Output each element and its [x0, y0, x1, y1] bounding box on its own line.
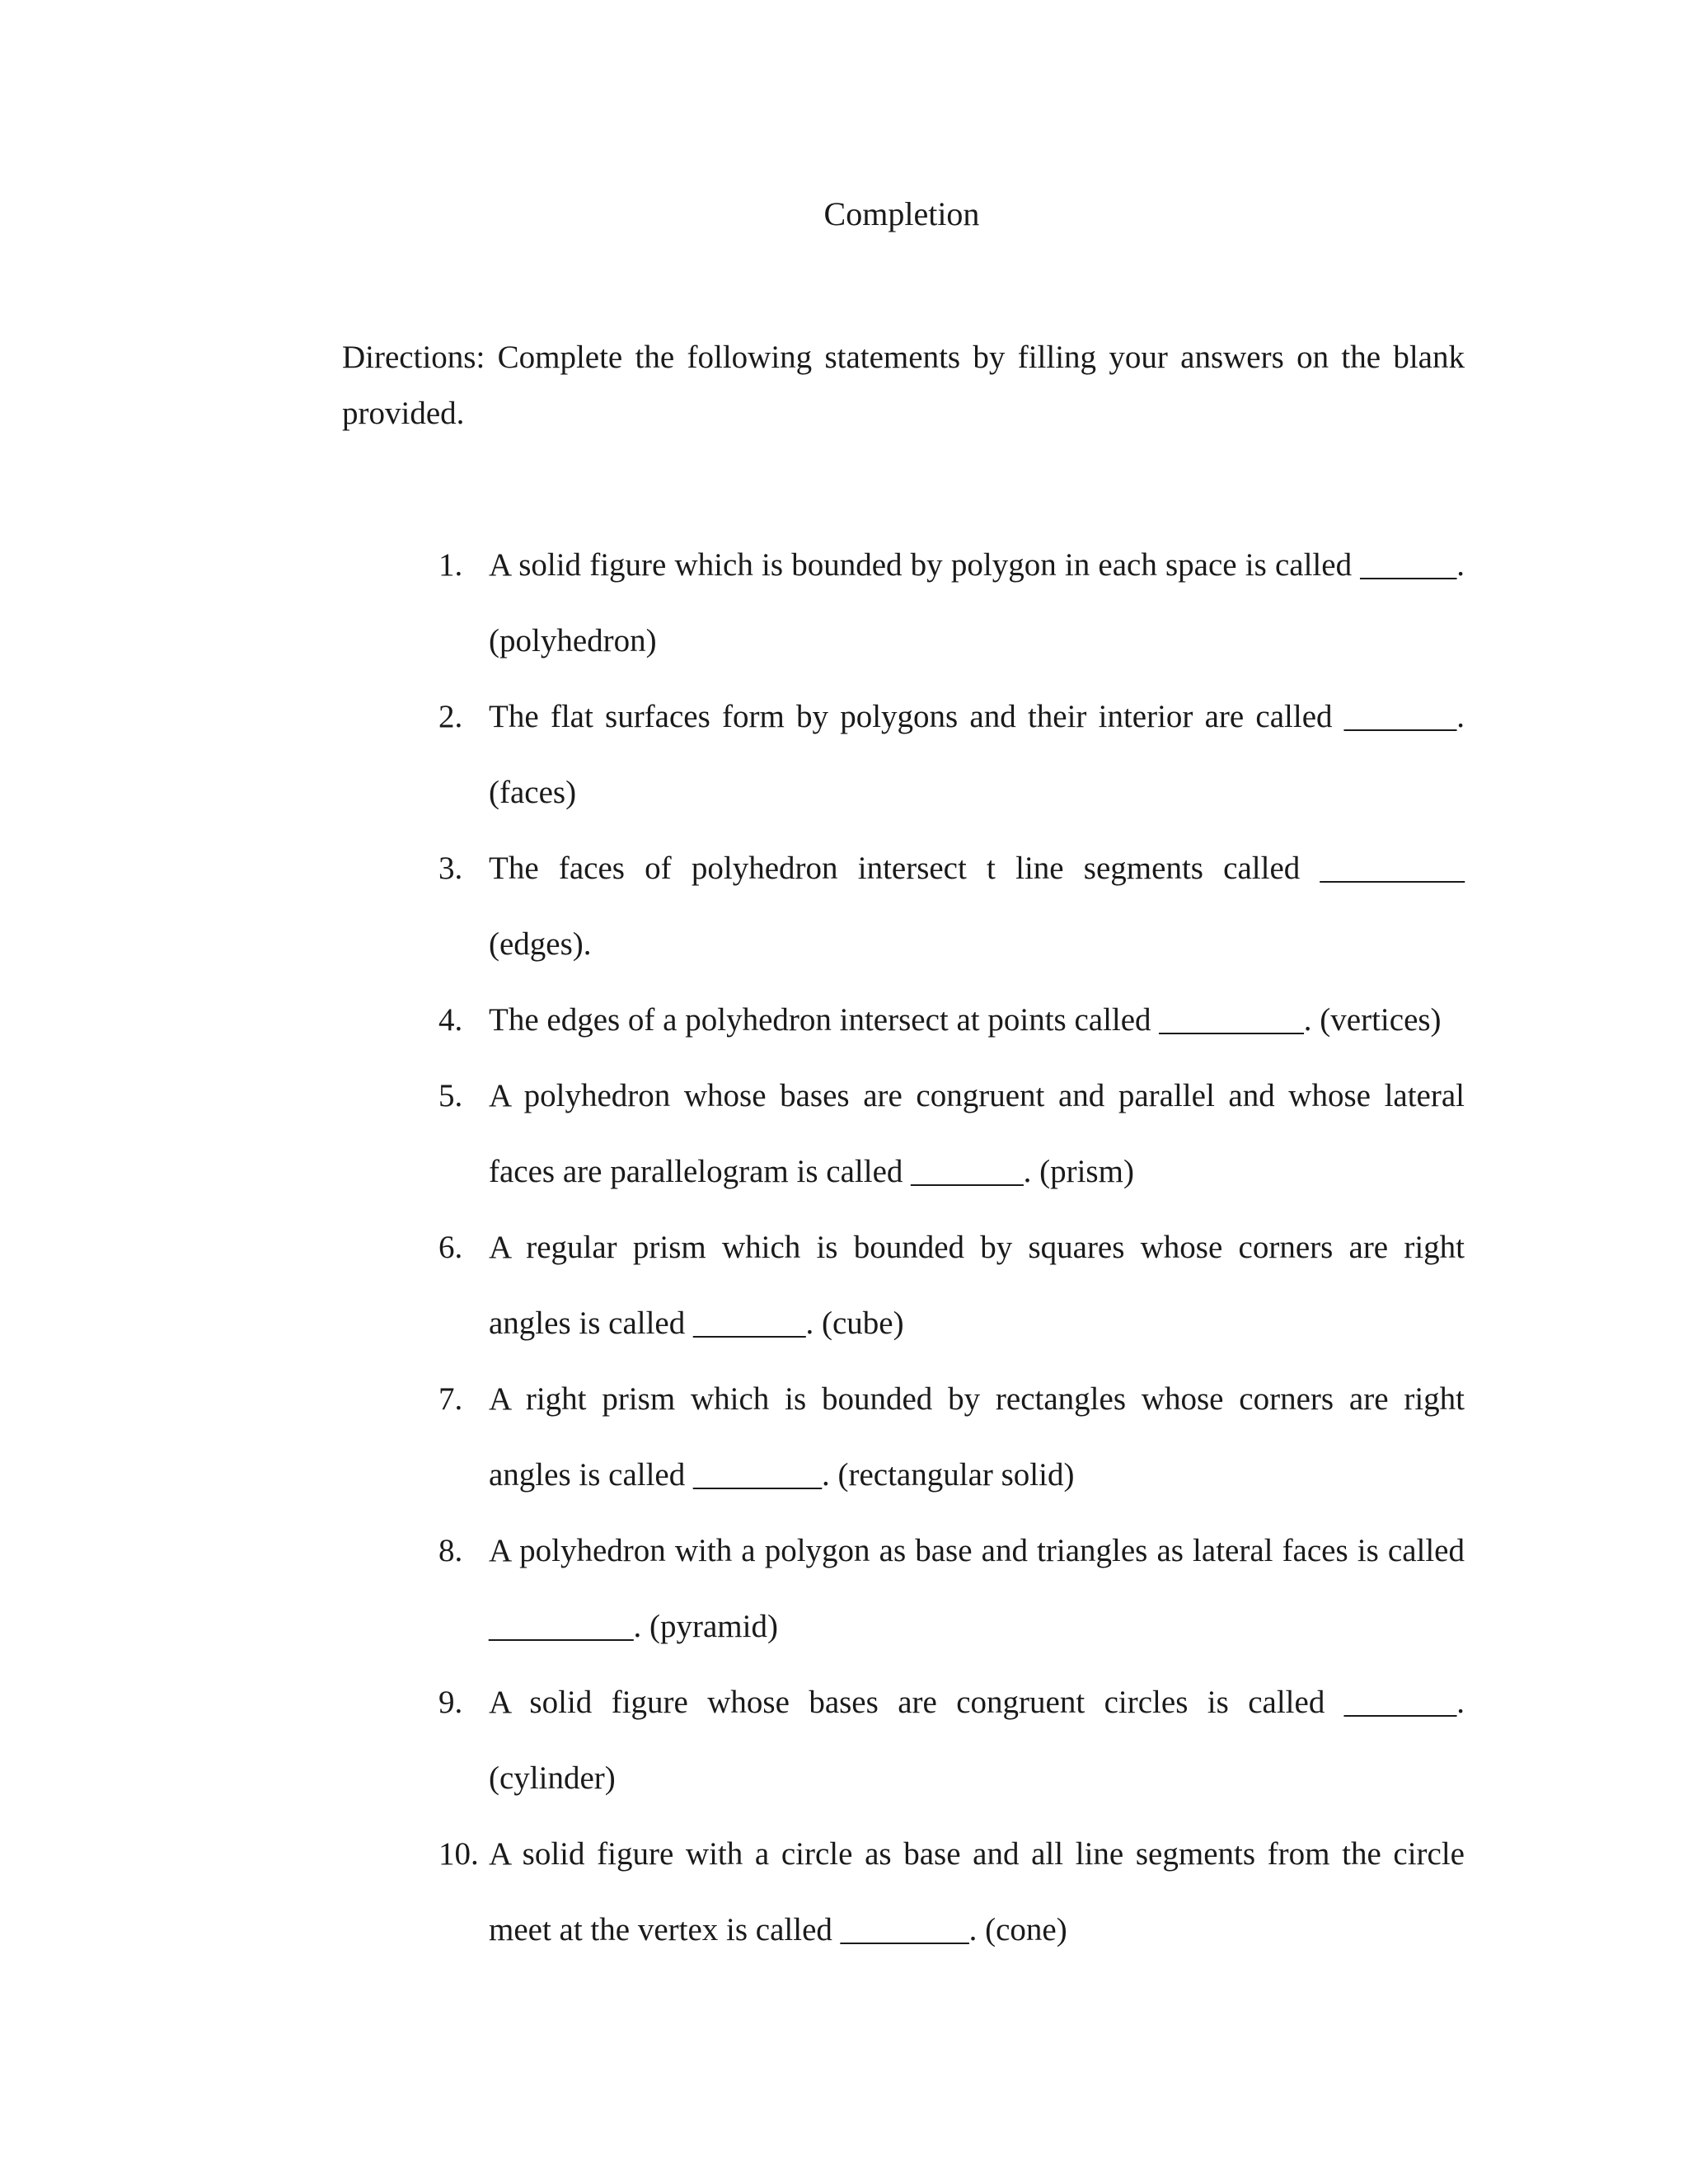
- question-number: 3.: [438, 851, 463, 886]
- question-item-6: [342, 1210, 1465, 1361]
- question-text: A polyhedron with a polygon as base and triangles as lateral faces is called _________. (pyramid): [489, 1533, 1465, 1644]
- question-text: The faces of polyhedron intersect t line segments called _________ (edges).: [489, 851, 1465, 962]
- question-number: 10.: [438, 1836, 479, 1872]
- question-text: A solid figure which is bounded by polygon in each space is called ______. (polyhedron): [489, 547, 1465, 658]
- question-text: A polyhedron whose bases are congruent and parallel and whose lateral faces are parallelogram is called _______. (prism): [489, 1078, 1465, 1189]
- question-item-3: [342, 831, 1465, 982]
- question-text: The flat surfaces form by polygons and their interior are called _______. (faces): [489, 699, 1465, 810]
- question-number: 6.: [438, 1230, 463, 1265]
- question-number: 5.: [438, 1078, 463, 1113]
- question-text: A solid figure with a circle as base and all line segments from the circle meet at the vertex is called ________. (cone): [489, 1836, 1465, 1947]
- question-item-9: [342, 1665, 1465, 1816]
- question-number: 2.: [438, 699, 463, 734]
- directions-text: Directions: Complete the following statements by filling your answers on the blank provided.: [342, 340, 1465, 431]
- question-text: The edges of a polyhedron intersect at points called _________. (vertices): [489, 1002, 1442, 1038]
- question-text: A regular prism which is bounded by squares whose corners are right angles is called _______. (cube): [489, 1230, 1465, 1341]
- question-item-7: [342, 1361, 1465, 1513]
- question-number: 8.: [438, 1533, 463, 1568]
- question-item-2: [342, 679, 1465, 831]
- page-title: Completion: [823, 195, 980, 232]
- question-number: 1.: [438, 547, 463, 583]
- question-item-1: [342, 527, 1465, 679]
- question-list: [342, 527, 1465, 1968]
- question-item-5: [342, 1058, 1465, 1210]
- question-item-10: [342, 1816, 1465, 1968]
- question-number: 9.: [438, 1685, 463, 1720]
- question-number: 4.: [438, 1002, 463, 1038]
- question-text: A right prism which is bounded by rectangles whose corners are right angles is called ________. (rectangular solid): [489, 1381, 1465, 1493]
- question-item-4: [342, 982, 1465, 1058]
- question-number: 7.: [438, 1381, 463, 1417]
- question-text: A solid figure whose bases are congruent circles is called _______. (cylinder): [489, 1685, 1465, 1796]
- question-item-8: [342, 1513, 1465, 1665]
